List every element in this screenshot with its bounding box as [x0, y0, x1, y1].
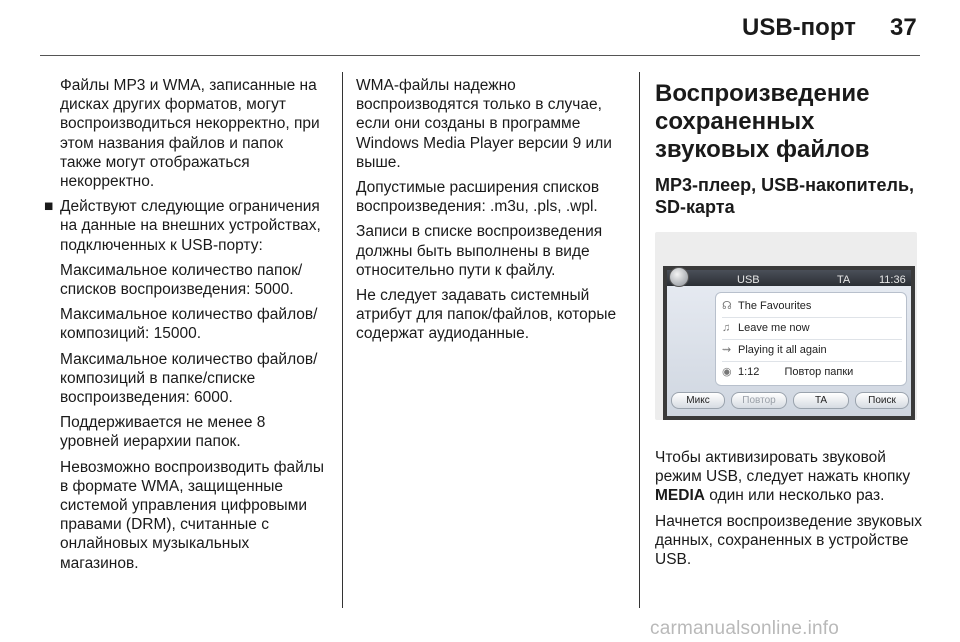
- headphones-icon: ☊: [722, 300, 732, 312]
- paragraph: Невозможно воспроизводить файлы в формате WMA, защищенные системой управления цифровыми правами (DRM), считанные с онлайновых музыкальных магазинов.: [60, 458, 324, 572]
- bullet-square-icon: ■: [44, 198, 54, 216]
- music-note-icon: ♫: [722, 322, 731, 334]
- paragraph: Допустимые расширения списков воспроизведения: .m3u, .pls, .wpl.: [356, 179, 600, 216]
- list-item: [722, 295, 902, 318]
- elapsed-time: 1:12: [738, 366, 760, 378]
- screen-source-label: USB: [737, 274, 760, 286]
- playback-row: [722, 361, 902, 383]
- search-button: Поиск: [855, 392, 909, 409]
- screen-button-row: [671, 392, 907, 408]
- column-divider-2: [639, 72, 640, 608]
- list-item-label: Leave me now: [738, 322, 810, 334]
- bullet-text: Действуют следующие ограничения на данные на внешних устройствах, подключенных к USB-порту:: [60, 198, 321, 254]
- paragraph: Поддерживается не менее 8 уровней иерархии папок.: [60, 414, 266, 451]
- paragraph: Начнется воспроизведение звуковых данных, сохраненных в устройстве USB.: [655, 512, 923, 569]
- column-2: [356, 76, 624, 350]
- column-1: [44, 76, 328, 579]
- text-run: Чтобы активизировать звуковой режим USB, следует нажать кнопку: [655, 449, 911, 486]
- paragraph: Максимальное количество файлов/композиций: 15000.: [60, 306, 318, 343]
- screen-ta-label: TA: [837, 274, 851, 286]
- column-divider-1: [342, 72, 343, 608]
- list-item: [722, 339, 902, 362]
- paragraph: Максимальное количество папок/списков воспроизведения: 5000.: [60, 261, 303, 299]
- paragraph: Записи в списке воспроизведения должны быть выполнены в виде относительно пути к файлу.: [356, 223, 603, 279]
- column-3: [655, 80, 923, 575]
- watermark: carmanualsonline.info: [650, 618, 840, 639]
- bullet-item: [44, 197, 328, 255]
- playing-icon: ⇝: [722, 344, 732, 356]
- screen-status-bar: [667, 270, 911, 286]
- usb-screen-illustration: [655, 232, 917, 420]
- shuffle-button: Микс: [671, 392, 725, 409]
- screen-track-list: [715, 292, 907, 386]
- ta-button: TA: [793, 392, 849, 409]
- disc-icon: ◉: [722, 366, 732, 378]
- paragraph: Файлы MP3 и WMA, записанные на дисках других форматов, могут воспроизводиться некорректно, при этом названия файлов и папок также могут отображаться некорректно.: [60, 77, 320, 191]
- list-item-label: The Favourites: [738, 300, 812, 312]
- paragraph: WMA-файлы надежно воспроизводятся только в случае, если они созданы в программе Windows Media Player версии 9 или выше.: [356, 77, 612, 171]
- section-heading: Воспроизведение сохраненных звуковых файлов: [655, 80, 870, 163]
- section-subheading: MP3-плеер, USB-накопитель, SD-карта: [655, 175, 915, 217]
- repeat-folder-label: Повтор папки: [784, 366, 854, 378]
- paragraph: Максимальное количество файлов/композиций в папке/списке воспроизведения: 6000.: [60, 350, 318, 407]
- screen-clock: 11:36: [879, 274, 906, 286]
- media-key-label: MEDIA: [655, 487, 705, 505]
- repeat-button: Повтор: [731, 392, 787, 409]
- header-rule: [40, 55, 920, 56]
- page-number: 37: [890, 14, 917, 41]
- page-header-title: USB-порт: [742, 14, 856, 41]
- paragraph: [655, 448, 923, 506]
- screen-home-orb-icon: [669, 267, 689, 287]
- paragraph: Не следует задавать системный атрибут для папок/файлов, которые содержат аудиоданные.: [356, 287, 617, 343]
- list-item: [722, 317, 902, 340]
- list-item-label: Playing it all again: [738, 344, 827, 356]
- text-run: один или несколько раз.: [704, 487, 885, 505]
